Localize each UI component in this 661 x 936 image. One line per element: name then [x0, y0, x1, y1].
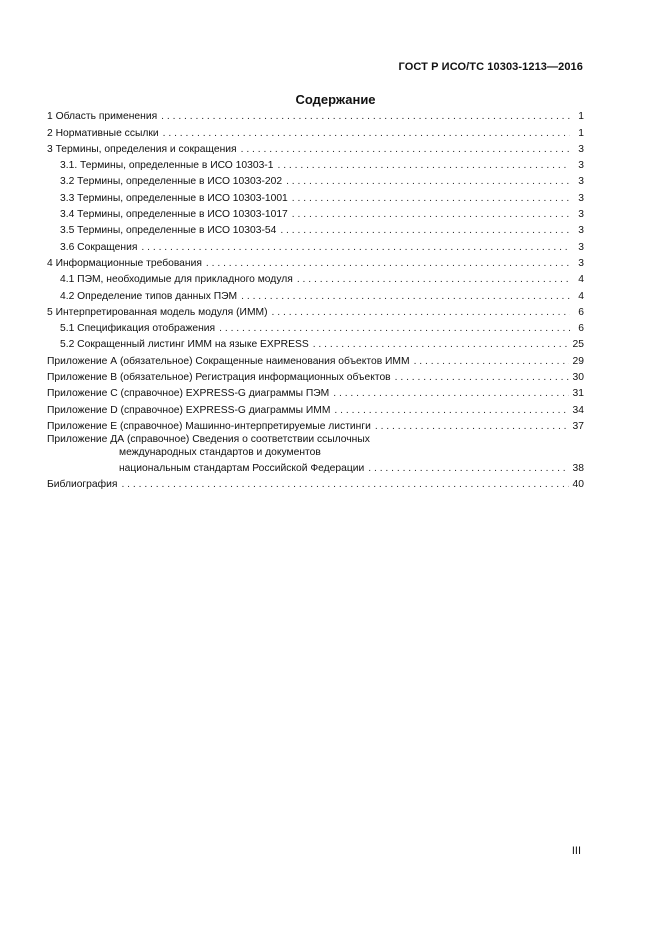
toc-entry[interactable] — [47, 254, 584, 270]
toc-entry[interactable] — [47, 351, 584, 367]
dot-leader — [206, 257, 570, 270]
page-number-footer: III — [571, 845, 581, 857]
dot-leader — [333, 387, 568, 400]
dot-leader — [414, 355, 569, 368]
toc-entry[interactable] — [47, 400, 584, 416]
toc-entry-page: 3 — [578, 209, 584, 221]
toc-entry[interactable] — [47, 172, 584, 188]
toc-entry-label: Приложение В (обязательное) Регистрация информационных объектов — [47, 372, 391, 384]
toc-entry-page: 4 — [578, 274, 584, 286]
toc-entry-label: Приложение Е (справочное) Машинно-интерпретируемые листинги — [47, 420, 371, 432]
toc-entry-page: 38 — [572, 462, 584, 474]
document-id-header: ГОСТ Р ИСО/ТС 10303-1213—2016 — [398, 61, 583, 73]
toc-entry-page: 30 — [572, 372, 584, 384]
toc-entry-label: 4.2 Определение типов данных ПЭМ — [60, 290, 238, 302]
dot-leader — [272, 306, 570, 319]
toc-entry-label: 5.2 Сокращенный листинг ИММ на языке EXPRESS — [60, 339, 309, 351]
toc-entry-label: Приложение С (справочное) EXPRESS-G диаграммы ПЭМ — [47, 388, 330, 400]
dot-leader — [121, 478, 568, 491]
toc-entry-page: 31 — [572, 388, 584, 400]
toc-entry[interactable] — [47, 140, 584, 156]
dot-leader — [368, 462, 568, 475]
toc-entry-annex-da[interactable] — [47, 433, 584, 475]
toc-entry[interactable] — [47, 156, 584, 172]
dot-leader — [241, 290, 570, 303]
toc-entry-page: 37 — [572, 420, 584, 432]
toc-entry-page: 40 — [572, 479, 584, 491]
dot-leader — [241, 143, 570, 156]
toc-entry-label: 3.5 Термины, определенные в ИСО 10303-54 — [60, 225, 277, 237]
toc-entry[interactable] — [47, 335, 584, 351]
dot-leader — [277, 159, 570, 172]
dot-leader — [395, 371, 569, 384]
toc-entry[interactable] — [47, 123, 584, 139]
toc-entry-page: 3 — [578, 192, 584, 204]
dot-leader — [375, 420, 569, 433]
toc-entry[interactable] — [47, 303, 584, 319]
toc-entry-page: 6 — [578, 323, 584, 335]
toc-entry-label: 5 Интерпретированная модель модуля (ИММ) — [47, 306, 268, 318]
toc-entry-page: 3 — [578, 225, 584, 237]
toc-entry-label: Приложение ДА (справочное) Сведения о соответствии ссылочных — [47, 433, 370, 445]
dot-leader — [280, 224, 570, 237]
toc-entry[interactable] — [47, 221, 584, 237]
dot-leader — [297, 273, 570, 286]
toc-entry-page: 29 — [572, 355, 584, 367]
toc-entry-label: Библиография — [47, 479, 118, 491]
toc-entry-label: 4 Информационные требования — [47, 257, 202, 269]
toc-entry-page: 34 — [572, 404, 584, 416]
toc-entry[interactable] — [47, 188, 584, 204]
toc-entry-bibliography[interactable] — [47, 475, 584, 491]
dot-leader — [161, 110, 570, 123]
toc-entry[interactable] — [47, 319, 584, 335]
toc-entry[interactable] — [47, 270, 584, 286]
toc-entry-label: Приложение А (обязательное) Сокращенные наименования объектов ИММ — [47, 355, 410, 367]
toc-entry-label: 3.2 Термины, определенные в ИСО 10303-202 — [60, 176, 283, 188]
toc-entry-page: 1 — [578, 111, 584, 123]
toc-entry[interactable] — [47, 107, 584, 123]
dot-leader — [141, 241, 570, 254]
dot-leader — [163, 127, 570, 140]
toc-entry-page: 3 — [578, 160, 584, 172]
toc-entry[interactable] — [47, 368, 584, 384]
dot-leader — [334, 404, 568, 417]
toc-entry[interactable] — [47, 384, 584, 400]
toc-entry-label: 3.3 Термины, определенные в ИСО 10303-1001 — [60, 192, 288, 204]
toc-entry-label-continuation: национальным стандартам Российской Федерации — [119, 462, 365, 474]
toc-entry-label: 3 Термины, определения и сокращения — [47, 143, 237, 155]
toc-entry-page: 3 — [578, 176, 584, 188]
toc-entry-label-continuation: международных стандартов и документов — [119, 446, 321, 458]
toc-entry[interactable] — [47, 205, 584, 221]
toc-entry-label: 3.4 Термины, определенные в ИСО 10303-1017 — [60, 209, 288, 221]
toc-entry-page: 1 — [578, 127, 584, 139]
toc-entry-page: 4 — [578, 290, 584, 302]
toc-entry-label: 1 Область применения — [47, 111, 158, 123]
toc-entry[interactable] — [47, 417, 584, 433]
dot-leader — [292, 192, 570, 205]
toc-entry-page: 3 — [578, 143, 584, 155]
toc-entries — [47, 107, 584, 433]
toc-entry-label: 3.6 Сокращения — [60, 241, 138, 253]
table-of-contents — [47, 107, 584, 491]
toc-entry-page: 25 — [572, 339, 584, 351]
toc-entry[interactable] — [47, 286, 584, 302]
toc-entry-page: 3 — [578, 257, 584, 269]
dot-leader — [286, 175, 570, 188]
toc-entry[interactable] — [47, 237, 584, 253]
dot-leader — [219, 322, 570, 335]
toc-entry-label: 5.1 Спецификация отображения — [60, 323, 216, 335]
page-title: Содержание — [295, 92, 376, 107]
dot-leader — [313, 338, 569, 351]
toc-entry-label: Приложение D (справочное) EXPRESS-G диаграммы ИММ — [47, 404, 331, 416]
dot-leader — [292, 208, 570, 221]
toc-entry-label: 2 Нормативные ссылки — [47, 127, 159, 139]
toc-entry-label: 4.1 ПЭМ, необходимые для прикладного модуля — [60, 274, 293, 286]
toc-entry-page: 3 — [578, 241, 584, 253]
toc-entry-page: 6 — [578, 306, 584, 318]
toc-entry-label: 3.1. Термины, определенные в ИСО 10303-1 — [60, 160, 274, 172]
